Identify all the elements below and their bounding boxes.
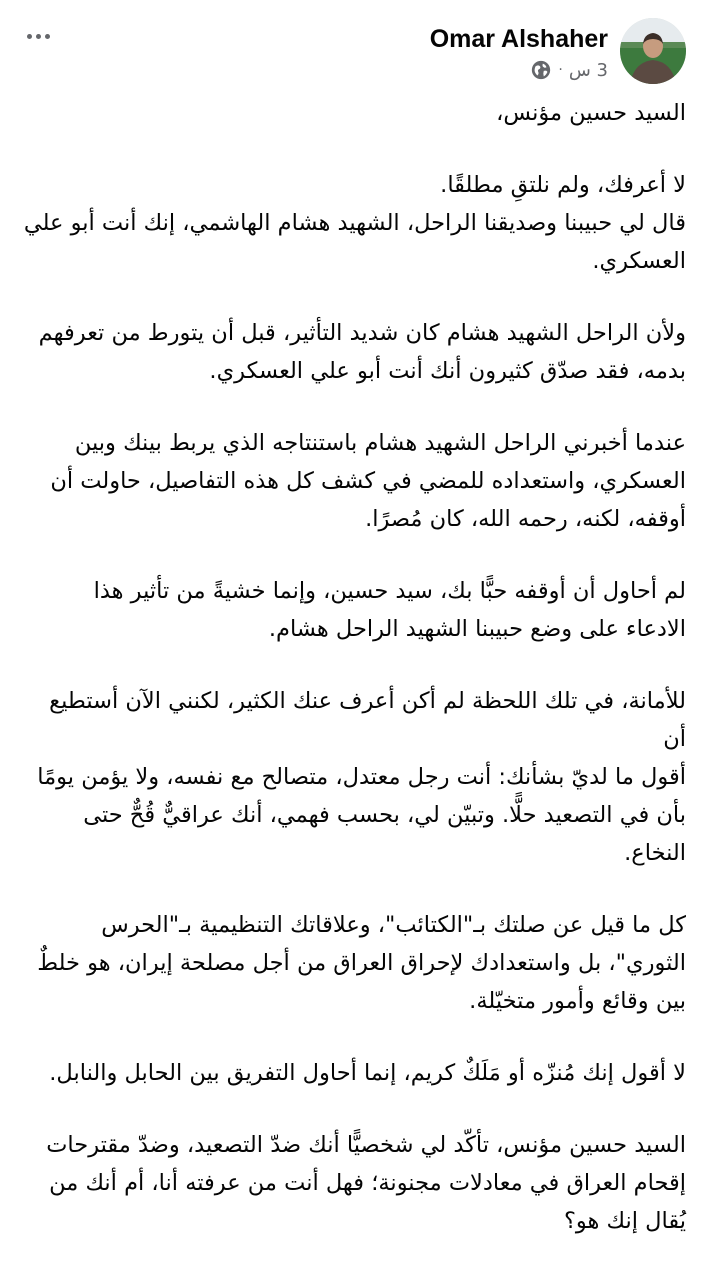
globe-icon[interactable] (530, 59, 552, 81)
post-text-line: عندما أخبرني الراحل الشهيد هشام باستنتاجه الذي يربط بينك وبين (74, 430, 686, 456)
more-options-icon[interactable] (20, 22, 56, 50)
post-paragraph (22, 1126, 686, 1240)
post-text-line: إقحام العراق في معادلات مجنونة؛ فهل أنت من عرفته أنا، أم أنك من (49, 1170, 686, 1196)
post-text-line: بأن في التصعيد حلًّا. وتبيّن لي، بحسب فهمي، أنك عراقيٌّ قُحٌّ حتى (83, 802, 686, 828)
post-paragraph (22, 906, 686, 1020)
post-time[interactable]: 3 س (568, 59, 608, 81)
post-text-line: ولأن الراحل الشهيد هشام كان شديد التأثير، قبل أن يتورط من تعرفهم (38, 320, 686, 346)
post-text-line: العسكري، واستعداده للمضي في كشف كل هذه التفاصيل، حاولت أن (50, 468, 686, 494)
more-dot (36, 34, 41, 39)
post-text-line: الثوري"، بل واستعدادك لإحراق العراق من أجل مصلحة إيران، هو خلطٌ (37, 950, 686, 976)
post-paragraph (22, 572, 686, 648)
post-text-line: بدمه، فقد صدّق كثيرون أنك أنت أبو علي العسكري. (209, 358, 686, 384)
avatar[interactable] (620, 18, 686, 84)
post-text-line: لا أعرفك، ولم نلتقِ مطلقًا. (440, 172, 686, 198)
post-text-line: للأمانة، في تلك اللحظة لم أكن أعرف عنك الكثير، لكنني الآن أستطيع أن (49, 688, 686, 752)
post-header (0, 0, 704, 90)
post-text-line: بين وقائع وأمور متخيّلة. (469, 988, 686, 1014)
avatar-image (620, 18, 686, 84)
post-text-line: قال لي حبيبنا وصديقنا الراحل، الشهيد هشام الهاشمي، إنك أنت أبو علي (23, 210, 686, 236)
post-text-line: الادعاء على وضع حبيبنا الشهيد الراحل هشام. (268, 616, 686, 642)
post-text-line: لا أقول إنك مُنزّه أو مَلَكٌ كريم، إنما أحاول التفريق بين الحابل والنابل. (49, 1060, 686, 1086)
post-body (22, 94, 686, 1274)
post-text-line: النخاع. (624, 840, 686, 866)
more-dot (45, 34, 50, 39)
post-text-line: كل ما قيل عن صلتك بـ"الكتائب"، وعلاقاتك التنظيمية بـ"الحرس (101, 912, 686, 938)
post-paragraph (22, 94, 686, 132)
post-text-line: لم أحاول أن أوقفه حبًّا بك، سيد حسين، وإنما خشيةً من تأثير هذا (93, 578, 686, 604)
post-text-line: أقول ما لديّ بشأنك: أنت رجل معتدل، متصالح مع نفسه، ولا يؤمن يومًا (37, 764, 686, 790)
meta-separator: · (558, 62, 563, 78)
post-paragraph (22, 166, 686, 280)
post-meta (248, 56, 608, 84)
more-dot (27, 34, 32, 39)
post-text-line: يُقال إنك هو؟ (563, 1208, 686, 1234)
author-block (248, 24, 608, 84)
post-text-line: السيد حسين مؤنس، (496, 100, 686, 126)
post-paragraph (22, 424, 686, 538)
post-text-line: السيد حسين مؤنس، تأكّد لي شخصيًّا أنك ضدّ التصعيد، وضدّ مقترحات (46, 1132, 686, 1158)
author-name[interactable]: Omar Alshaher (429, 25, 608, 53)
post-text-line: أوقفه، لكنه، رحمه الله، كان مُصرًا. (365, 506, 686, 532)
post-paragraph (22, 1054, 686, 1092)
post-paragraph (22, 314, 686, 390)
post-paragraph (22, 682, 686, 872)
post-text-line: العسكري. (592, 248, 686, 274)
